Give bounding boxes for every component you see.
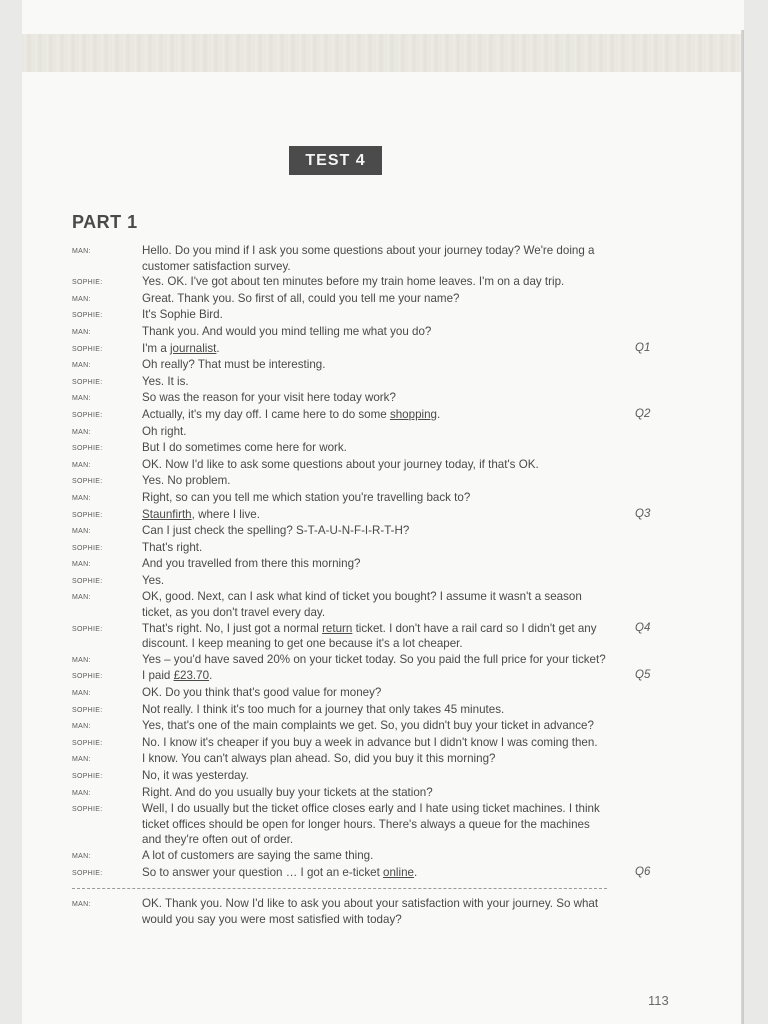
transcript-line bbox=[72, 848, 682, 865]
speech-text bbox=[142, 768, 606, 784]
transcript-line bbox=[72, 357, 682, 374]
speaker-label: SOPHIE: bbox=[72, 577, 103, 585]
speech-text bbox=[142, 573, 606, 589]
section-divider bbox=[72, 888, 607, 889]
speech-fragment: . bbox=[413, 865, 418, 879]
speech-fragment: Well, I do usually but the ticket office closes early and I hate using ticket machines. I think ticket offices should be open for longer hours. There's always a queue for the machines and they're often out of order. bbox=[142, 802, 600, 847]
speaker-label: SOPHIE: bbox=[72, 673, 103, 681]
transcript-line bbox=[72, 390, 682, 407]
transcript-line bbox=[72, 702, 682, 719]
speech-text bbox=[142, 621, 606, 652]
speech-fragment: Yes. OK. I've got about ten minutes before my train home leaves. I'm on a day trip. bbox=[142, 275, 565, 289]
speech-text bbox=[142, 848, 606, 864]
transcript-line bbox=[72, 457, 682, 474]
transcript-line bbox=[72, 473, 682, 490]
question-marker: Q1 bbox=[635, 341, 651, 354]
speaker-label: SOPHIE: bbox=[72, 869, 103, 877]
speech-fragment: Right. And do you usually buy your tickets at the station? bbox=[142, 785, 433, 799]
transcript-line bbox=[72, 274, 682, 291]
book-page bbox=[22, 0, 744, 1024]
speaker-label: SOPHIE: bbox=[72, 378, 103, 386]
speaker-label: MAN: bbox=[72, 656, 91, 664]
transcript-line bbox=[72, 374, 682, 391]
speech-fragment: No, it was yesterday. bbox=[142, 769, 249, 782]
transcript-line bbox=[72, 768, 682, 785]
speech-text bbox=[142, 357, 606, 373]
transcript-line bbox=[72, 324, 682, 341]
speech-fragment: , where I live. bbox=[191, 507, 260, 521]
speaker-label: MAN: bbox=[72, 789, 91, 797]
speech-text bbox=[142, 702, 606, 718]
speaker-label: MAN: bbox=[72, 362, 91, 370]
answer-underlined: online bbox=[383, 865, 414, 879]
speech-text bbox=[142, 507, 606, 523]
speaker-label: MAN: bbox=[72, 461, 91, 469]
speaker-label: MAN: bbox=[72, 494, 91, 502]
speaker-label: MAN: bbox=[72, 756, 91, 764]
test-title: TEST 4 bbox=[305, 151, 366, 169]
speech-fragment: Yes. No problem. bbox=[142, 474, 231, 488]
answer-underlined: £23.70 bbox=[173, 669, 210, 683]
speaker-label: MAN: bbox=[72, 594, 91, 602]
speech-fragment: Oh right. bbox=[142, 424, 187, 438]
speech-text bbox=[142, 243, 606, 274]
page-number: 113 bbox=[648, 993, 669, 1008]
speaker-label: SOPHIE: bbox=[72, 511, 103, 519]
speech-text bbox=[142, 324, 606, 340]
speech-fragment: Right, so can you tell me which station you're travelling back to? bbox=[142, 490, 471, 504]
speech-fragment: OK, good. Next, can I ask what kind of ticket you bought? I assume it wasn't a season ticket, as you don't travel every day. bbox=[142, 590, 582, 620]
speech-fragment: Yes, that's one of the main complaints we get. So, you didn't buy your ticket in advance? bbox=[142, 719, 594, 733]
speaker-label: SOPHIE: bbox=[72, 411, 103, 419]
speech-text bbox=[142, 685, 606, 701]
speech-text bbox=[142, 473, 606, 489]
speech-text bbox=[142, 341, 606, 357]
transcript-line bbox=[72, 718, 682, 735]
transcript-line bbox=[72, 801, 682, 848]
speech-fragment: Great. Thank you. So first of all, could you tell me your name? bbox=[142, 291, 460, 305]
speech-fragment: Can I just check the spelling? S-T-A-U-N-F-I-R-T-H? bbox=[142, 524, 410, 538]
speaker-label: SOPHIE: bbox=[72, 345, 103, 353]
speech-text bbox=[142, 291, 606, 307]
question-marker: Q3 bbox=[635, 507, 651, 520]
speech-text bbox=[142, 523, 606, 539]
speech-text bbox=[142, 390, 606, 406]
transcript-line bbox=[72, 865, 682, 882]
speech-fragment: A lot of customers are saying the same thing. bbox=[142, 848, 374, 862]
speech-fragment: Yes. bbox=[142, 573, 165, 587]
speech-text bbox=[142, 785, 606, 801]
transcript-line bbox=[72, 341, 682, 358]
transcript-line bbox=[72, 490, 682, 507]
transcript-rows-after-divider bbox=[72, 896, 682, 927]
speech-fragment: Oh really? That must be interesting. bbox=[142, 358, 326, 372]
transcript-line bbox=[72, 407, 682, 424]
transcript-line bbox=[72, 540, 682, 557]
answer-underlined: journalist bbox=[169, 341, 217, 355]
speech-text bbox=[142, 274, 606, 290]
transcript-line bbox=[72, 685, 682, 702]
speech-text bbox=[142, 374, 606, 390]
transcript-line bbox=[72, 668, 682, 685]
speech-text bbox=[142, 801, 606, 848]
transcript-line bbox=[72, 785, 682, 802]
speaker-label: SOPHIE: bbox=[72, 706, 103, 714]
speaker-label: MAN: bbox=[72, 248, 91, 255]
speech-fragment: Thank you. And would you mind telling me what you do? bbox=[142, 324, 432, 338]
transcript-line bbox=[72, 652, 682, 669]
speaker-label: MAN: bbox=[72, 901, 91, 909]
speaker-label: MAN: bbox=[72, 528, 91, 536]
speech-fragment: So to answer your question … I got an e-ticket bbox=[142, 865, 384, 879]
speech-text bbox=[142, 896, 606, 927]
transcript-line bbox=[72, 507, 682, 524]
answer-underlined: Staunfirth bbox=[142, 507, 192, 521]
speaker-label: SOPHIE: bbox=[72, 312, 103, 320]
part-heading: PART 1 bbox=[72, 212, 138, 232]
speech-text bbox=[142, 307, 606, 323]
speaker-label: MAN: bbox=[72, 723, 91, 731]
transcript-line bbox=[72, 440, 682, 457]
transcript-line bbox=[72, 556, 682, 573]
answer-underlined: return bbox=[322, 621, 353, 635]
speaker-label: SOPHIE: bbox=[72, 625, 103, 633]
speech-fragment: OK. Now I'd like to ask some questions about your journey today, if that's OK. bbox=[142, 457, 539, 471]
transcript-rows bbox=[72, 243, 682, 881]
speech-fragment: OK. Thank you. Now I'd like to ask you about your satisfaction with your journey. So what would you say you were most satisfied with today? bbox=[142, 897, 599, 926]
speech-text bbox=[142, 540, 606, 556]
speaker-label: SOPHIE: bbox=[72, 478, 103, 486]
speech-text bbox=[142, 865, 606, 881]
transcript-line bbox=[72, 621, 682, 652]
transcript-line bbox=[72, 424, 682, 441]
speech-text bbox=[142, 652, 606, 668]
transcript-line bbox=[72, 291, 682, 308]
speech-text bbox=[142, 556, 606, 572]
speech-text bbox=[142, 424, 606, 440]
speech-fragment: Not really. I think it's too much for a journey that only takes 45 minutes. bbox=[142, 702, 505, 716]
transcript-line bbox=[72, 896, 682, 927]
speech-text bbox=[142, 490, 606, 506]
speech-text bbox=[142, 440, 606, 456]
speech-text bbox=[142, 589, 606, 620]
speech-fragment: . bbox=[209, 669, 213, 683]
transcript-line bbox=[72, 751, 682, 768]
speaker-label: SOPHIE: bbox=[72, 806, 103, 814]
speaker-label: SOPHIE: bbox=[72, 279, 103, 287]
speaker-label: MAN: bbox=[72, 328, 91, 336]
transcript-line bbox=[72, 523, 682, 540]
question-marker: Q6 bbox=[635, 865, 651, 878]
speech-fragment: OK. Do you think that's good value for money? bbox=[142, 686, 382, 700]
speaker-label: MAN: bbox=[72, 561, 91, 569]
speaker-label: MAN: bbox=[72, 852, 91, 860]
speech-text bbox=[142, 457, 606, 473]
speech-fragment: Yes – you'd have saved 20% on your ticket today. So you paid the full price for your ticket? bbox=[142, 652, 606, 666]
page-edge bbox=[741, 30, 744, 1024]
test-title-badge bbox=[289, 146, 382, 175]
speech-fragment: . bbox=[216, 341, 220, 355]
speech-text bbox=[142, 718, 606, 734]
speech-fragment: And you travelled from there this morning? bbox=[142, 557, 361, 571]
transcript-line bbox=[72, 573, 682, 590]
speech-fragment: . bbox=[437, 407, 441, 421]
speech-fragment: But I do sometimes come here for work. bbox=[142, 441, 347, 455]
speech-fragment: I know. You can't always plan ahead. So, did you buy it this morning? bbox=[142, 752, 496, 766]
speech-fragment: Actually, it's my day off. I came here to do some bbox=[142, 407, 390, 421]
question-marker: Q4 bbox=[635, 621, 651, 634]
speech-fragment: I'm a bbox=[142, 341, 170, 355]
speaker-label: MAN: bbox=[72, 428, 91, 436]
speech-fragment: It's Sophie Bird. bbox=[142, 308, 223, 322]
answer-underlined: shopping bbox=[389, 407, 437, 421]
speaker-label: MAN: bbox=[72, 295, 91, 303]
speaker-label: MAN: bbox=[72, 395, 91, 403]
speech-fragment: That's right. No, I just got a normal bbox=[142, 621, 323, 635]
speaker-label: MAN: bbox=[72, 690, 91, 698]
transcript bbox=[72, 243, 682, 927]
speech-fragment: No. I know it's cheaper if you buy a week in advance but I didn't know I was coming then. bbox=[142, 735, 598, 749]
speech-fragment: That's right. bbox=[142, 540, 203, 554]
speech-fragment: ticket. I don't have a rail card so I didn't get any discount. I keep meaning to get one because it's a lot cheaper. bbox=[142, 621, 597, 651]
speech-text bbox=[142, 735, 606, 751]
transcript-line bbox=[72, 243, 682, 274]
speaker-label: SOPHIE: bbox=[72, 544, 103, 552]
speech-fragment: So was the reason for your visit here today work? bbox=[142, 391, 396, 405]
question-marker: Q2 bbox=[635, 407, 651, 420]
question-marker: Q5 bbox=[635, 669, 651, 682]
speech-fragment: Yes. It is. bbox=[142, 374, 189, 388]
speech-fragment: Hello. Do you mind if I ask you some questions about your journey today? We're doing a customer satisfaction survey. bbox=[142, 244, 595, 273]
speaker-label: SOPHIE: bbox=[72, 773, 103, 780]
speech-fragment: I paid bbox=[142, 669, 174, 683]
scan-artifact-band bbox=[22, 34, 744, 72]
speaker-label: SOPHIE: bbox=[72, 445, 103, 453]
transcript-line bbox=[72, 589, 682, 620]
speech-text bbox=[142, 751, 606, 767]
transcript-line bbox=[72, 307, 682, 324]
transcript-line bbox=[72, 735, 682, 752]
speaker-label: SOPHIE: bbox=[72, 739, 103, 747]
speech-text bbox=[142, 407, 606, 423]
speech-text bbox=[142, 668, 606, 684]
